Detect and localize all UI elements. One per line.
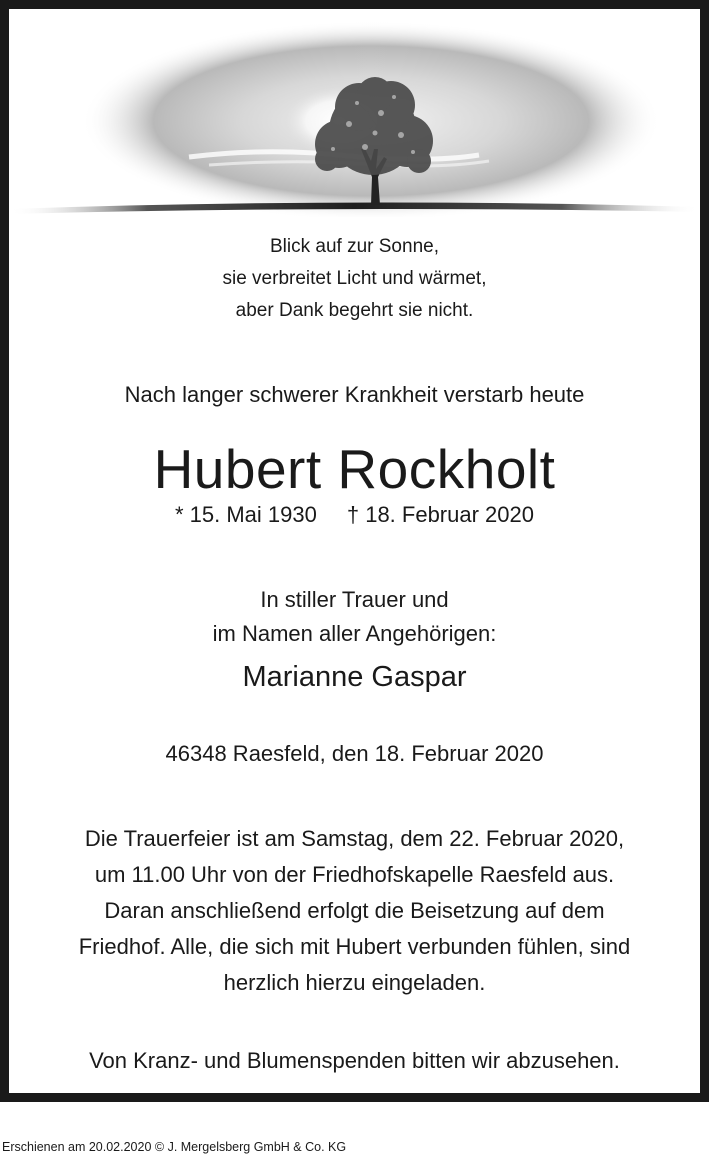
ceremony-info bbox=[29, 821, 680, 1001]
death-date: † 18. Februar 2020 bbox=[346, 502, 534, 527]
life-dates bbox=[9, 499, 700, 531]
ceremony-line: herzlich hierzu eingeladen. bbox=[223, 970, 486, 995]
birth-date: * 15. Mai 1930 bbox=[174, 502, 317, 527]
poem-line: Blick auf zur Sonne, bbox=[270, 236, 439, 257]
place-date: 46348 Raesfeld, den 18. Februar 2020 bbox=[165, 741, 544, 766]
ceremony-line: Daran anschließend erfolgt die Beisetzung auf dem bbox=[104, 898, 605, 923]
mourning-line: In stiller Trauer und bbox=[260, 587, 449, 612]
mourning-line: im Namen aller Angehörigen: bbox=[212, 621, 497, 646]
ceremony-line: Die Trauerfeier ist am Samstag, dem 22. Februar 2020, bbox=[84, 826, 625, 851]
poem-line: aber Dank begehrt sie nicht. bbox=[235, 300, 474, 321]
mourning-text bbox=[9, 583, 700, 651]
ceremony-line: um 11.00 Uhr von der Friedhofskapelle Raesfeld aus. bbox=[94, 862, 615, 887]
flowers-note: Von Kranz- und Blumenspenden bitten wir abzusehen. bbox=[89, 1048, 620, 1073]
tree-landscape-image bbox=[9, 9, 700, 217]
poem bbox=[9, 231, 700, 327]
deceased-name: Hubert Rockholt bbox=[153, 438, 556, 500]
ceremony-line: Friedhof. Alle, die sich mit Hubert verbunden fühlen, sind bbox=[78, 934, 631, 959]
poem-line: sie verbreitet Licht und wärmet, bbox=[222, 268, 487, 289]
mourner-name: Marianne Gaspar bbox=[242, 661, 467, 693]
publication-footer: Erschienen am 20.02.2020 © J. Mergelsberg GmbH & Co. KG bbox=[2, 1140, 347, 1154]
intro-text: Nach langer schwerer Krankheit verstarb heute bbox=[124, 382, 585, 407]
